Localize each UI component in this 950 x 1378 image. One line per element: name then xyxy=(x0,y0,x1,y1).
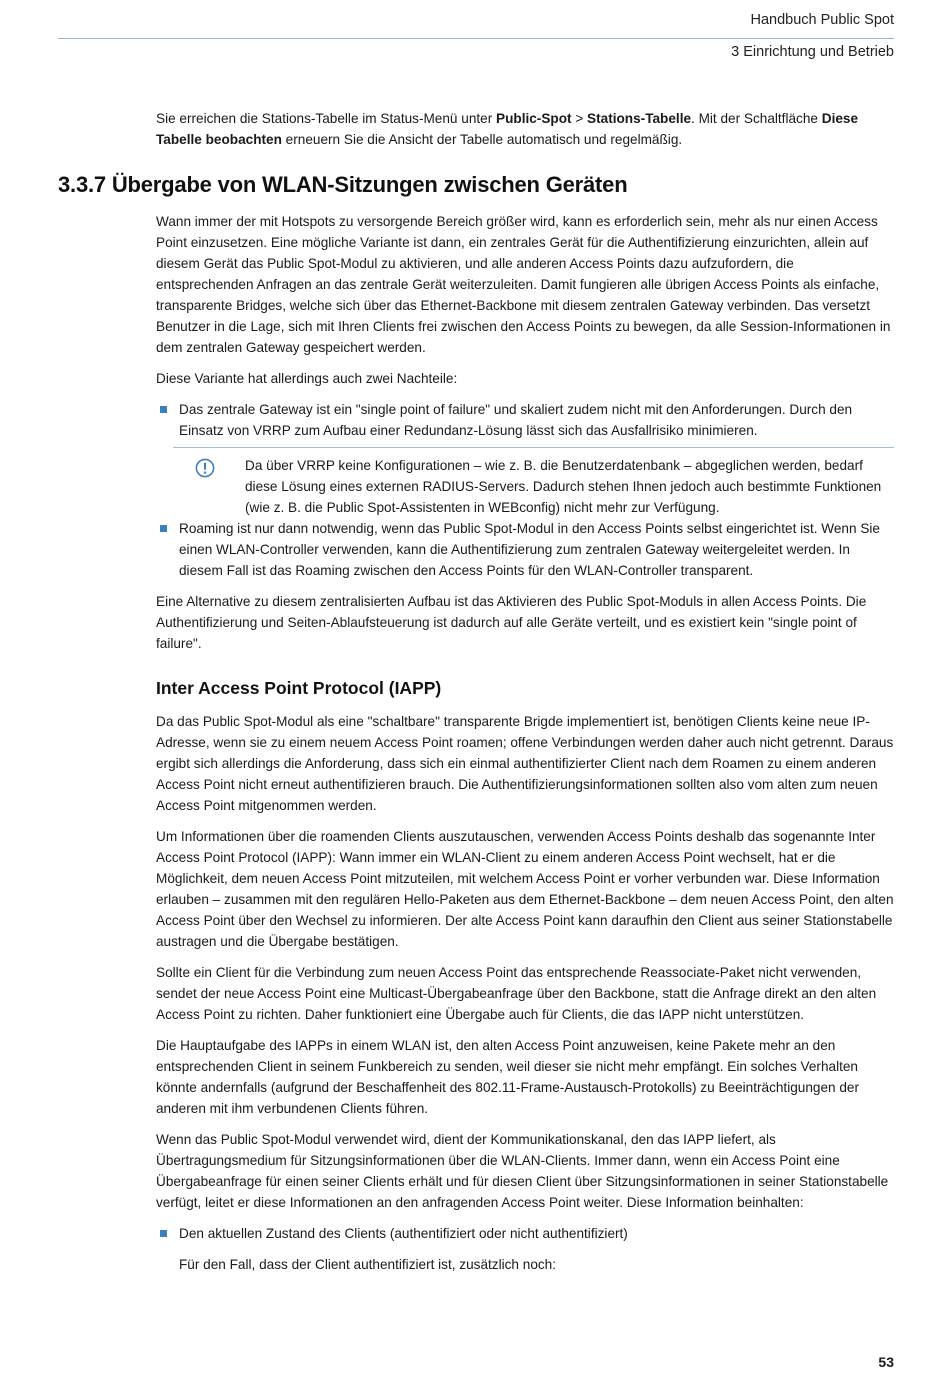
section-heading: 3.3.7 Übergabe von WLAN-Sitzungen zwischen Geräten xyxy=(58,172,628,197)
bullet-item xyxy=(156,1223,894,1244)
square-bullet-icon xyxy=(160,525,167,532)
iapp-paragraph-3: Sollte ein Client für die Verbindung zum neuen Access Point das entsprechende Reassociate-Paket nicht verwenden, sendet der neue Access Point eine Multicast-Übergabeanfrage über den Backbone, statt die Anfrage direkt an den alten Access Point zu richten. Daher funktioniert eine Übergabe auch für Clients, die das IAPP nicht unterstützen. xyxy=(156,965,877,1022)
menu-public-spot: Public-Spot xyxy=(496,111,572,126)
intro-paragraph xyxy=(156,108,894,150)
menu-stations-tabelle: Stations-Tabelle xyxy=(587,111,692,126)
iapp-body xyxy=(156,711,894,1275)
iapp-paragraph-2: Um Informationen über die roamenden Clients auszutauschen, verwenden Access Points deshalb das sogenannte Inter Access Point Protocol (IAPP): Wann immer ein WLAN-Client zu einem anderen Access Point wechselt, hat er die Möglichkeit, dem neuen Access Point mitzuteilen, mit welchem Access Point er vorher verbunden war. Diese Information erlauben – zusammen mit den regulären Hello-Paketen aus dem Ethernet-Backbone – dem neuen Access Point, den alten Access Point über den Wechsel zu informieren. Der alte Access Point kann daraufhin den Client aus seiner Stationstabelle austragen und die Übergabe bestätigen. xyxy=(156,829,894,949)
square-bullet-icon xyxy=(160,1230,167,1237)
bullet-item xyxy=(156,518,894,581)
bullet-item xyxy=(156,399,894,441)
header-title: Handbuch Public Spot xyxy=(750,12,894,28)
subsection-heading: Inter Access Point Protocol (IAPP) xyxy=(156,678,442,698)
iapp-paragraph-1: Da das Public Spot-Modul als eine "schaltbare" transparente Brigde implementiert ist, benötigen Clients keine neue IP-Adresse, wenn sie zu einem neuem Access Point roamen; offene Verbindungen werden daher auch nicht getrennt. Daraus ergibt sich allerdings die Anforderung, dass sich ein einmal authentifizierter Client nach dem Roamen zu einem anderen Access Point nicht erneut authentifizieren brauch. Die Authentifizierungsinformationen sollten also vom alten zum neuen Access Point mitgenommen werden. xyxy=(156,714,894,813)
page-number: 53 xyxy=(878,1354,894,1370)
note-text: Da über VRRP keine Konfigurationen – wie z. B. die Benutzerdatenbank – abgeglichen werden, bedarf diese Lösung eines externen RADIUS-Servers. Dadurch stehen Ihnen jedoch auch bestimmte Funktionen (wie z. B. die Public Spot-Assistenten in WEBconfig) nicht mehr zur Verfügung. xyxy=(245,458,882,515)
iapp-paragraph-5: Wenn das Public Spot-Modul verwendet wird, dient der Kommunikationskanal, den das IAPP liefert, als Übertragungsmedium für Sitzungsinformationen über die WLAN-Clients. Immer dann, wenn ein Access Point eine Übergabeanfrage für einen seiner Clients erhält und für diesen Client über Sitzungsinformationen in seiner Stationstabelle verfügt, leitet er diese Informationen an den anfragenden Access Point weiter. Diese Information beinhalten: xyxy=(156,1132,889,1210)
section-paragraph-2: Diese Variante hat allerdings auch zwei Nachteile: xyxy=(156,371,458,386)
intro-text-1: Sie erreichen die Stations-Tabelle im Status-Menü unter xyxy=(156,111,497,126)
square-bullet-icon xyxy=(160,406,167,413)
note-box xyxy=(173,447,894,518)
intro-text-4: erneuern Sie die Ansicht der Tabelle automatisch und regelmäßig. xyxy=(281,132,683,147)
section-paragraph-1: Wann immer der mit Hotspots zu versorgende Bereich größer wird, kann es erforderlich sein, mehr als nur einen Access Point einzusetzen. Eine mögliche Variante ist dann, ein zentrales Gerät für die Authentifizierung einzurichten, allein auf diesem Gerät das Public Spot-Modul zu aktivieren, und alle anderen Access Points dazu aufzufordern, die entsprechenden Anfragen an das zentrale Gerät weiterzuleiten. Damit fungieren alle übrigen Access Points als einfache, transparente Bridges, welche sich über das Ethernet-Backbone mit diesem zentralen Gateway verbinden. Das versetzt Benutzer in die Lage, sich mit Ihren Clients frei zwischen den Access Points zu bewegen, da alle Session-Informationen in dem zentralen Gateway gespeichert werden. xyxy=(156,214,891,355)
section-paragraph-3: Eine Alternative zu diesem zentralisierten Aufbau ist das Aktivieren des Public Spot-Moduls in allen Access Points. Die Authentifizierung und Seiten-Ablaufsteuerung ist dadurch auf alle Geräte verteilt, und es existiert kein "single point of failure". xyxy=(156,594,867,651)
section-body xyxy=(156,211,894,654)
intro-text-2: > xyxy=(571,111,588,126)
header-rule xyxy=(58,38,894,39)
header-chapter: 3 Einrichtung und Betrieb xyxy=(731,44,894,60)
attention-icon xyxy=(195,458,215,478)
iapp-sub-paragraph: Für den Fall, dass der Client authentifiziert ist, zusätzlich noch: xyxy=(179,1257,557,1272)
button-name-diese-tabelle: Diese Tabelle beobachten xyxy=(156,111,859,147)
bullet-text: Das zentrale Gateway ist ein "single point of failure" und skaliert zudem nicht mit den Anforderungen. Durch den Einsatz von VRRP zum Aufbau einer Redundanz-Lösung lässt sich das Ausfallrisiko minimieren. xyxy=(179,402,853,438)
intro-text-3: . Mit der Schaltfläche xyxy=(691,111,822,126)
bullet-text: Den aktuellen Zustand des Clients (authentifiziert oder nicht authentifiziert) xyxy=(179,1226,628,1241)
bullet-text: Roaming ist nur dann notwendig, wenn das Public Spot-Modul in den Access Points selbst eingerichtet ist. Wenn Sie einen WLAN-Controller verwenden, kann die Authentifizierung zum zentralen Gateway weitergeleitet werden. In diesem Fall ist das Roaming zwischen den Access Points für den WLAN-Controller transparent. xyxy=(179,521,880,578)
iapp-paragraph-4: Die Hauptaufgabe des IAPPs in einem WLAN ist, den alten Access Point anzuweisen, keine Pakete mehr an den entsprechenden Client in seinem Funkbereich zu senden, weil dieser sie nicht mehr empfängt. Ein solches Verhalten könnte andernfalls (aufgrund der Beschaffenheit des 802.11-Frame-Austausch-Protokolls) zu Beeinträchtigungen der anderen mit ihm verbundenen Clients führen. xyxy=(156,1038,860,1116)
